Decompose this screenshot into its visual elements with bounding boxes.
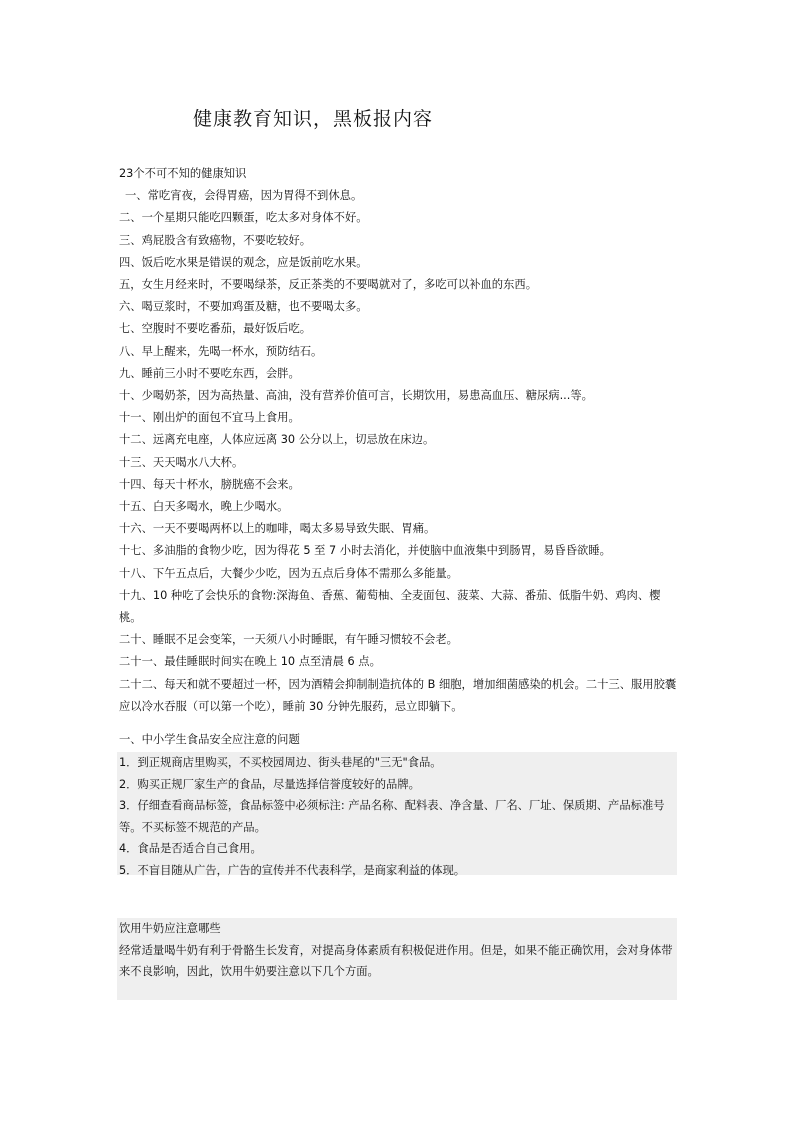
milk-heading: 饮用牛奶应注意哪些 xyxy=(119,922,221,935)
list-item: 十八、下午五点后，大餐少少吃，因为五点后身体不需那么多能量。 xyxy=(119,566,458,580)
list-item: 七、空腹时不要吃番茄，最好饭后吃。 xyxy=(119,322,312,336)
list-item: 十五、白天多喝水，晚上少喝水。 xyxy=(119,500,289,514)
list-item: 十二、远离充电座，人体应远离 30 公分以上，切忌放在床边。 xyxy=(119,433,435,447)
list-item: 四、饭后吃水果是错误的观念，应是饭前吃水果。 xyxy=(119,255,368,269)
list-item: 三、鸡屁股含有致癌物，不要吃较好。 xyxy=(119,233,312,247)
page-title: 健康教育知识，黑板报内容 xyxy=(193,108,434,130)
list-item: 2．购买正规厂家生产的食品，尽量选择信誉度较好的品牌。 xyxy=(119,777,420,791)
health-tips-section xyxy=(119,163,679,718)
list-item: 5．不盲目随从广告，广告的宣传并不代表科学，是商家利益的体现。 xyxy=(119,863,466,877)
milk-paragraph: 经常适量喝牛奶有利于骨骼生长发育，对提高身体素质有积极促进作用。但是，如果不能正确饮用，会对身体带来不良影响，因此，饮用牛奶要注意以下几个方面。 xyxy=(119,943,673,978)
list-item: 十三、天天喝水八大杯。 xyxy=(119,455,244,469)
list-item: 十、少喝奶茶，因为高热量、高油，没有营养价值可言，长期饮用，易患高血压、糖尿病...等。 xyxy=(119,389,593,403)
food-safety-heading: 一、中小学生食品安全应注意的问题 xyxy=(119,733,300,746)
list-item: 八、早上醒来，先喝一杯水，预防结石。 xyxy=(119,344,323,358)
list-item: 六、喝豆浆时，不要加鸡蛋及糖，也不要喝太多。 xyxy=(119,300,368,314)
list-item: 二十一、最佳睡眠时间实在晚上 10 点至清晨 6 点。 xyxy=(119,655,381,669)
list-item: 二十、睡眠不足会变笨，一天须八小时睡眠，有午睡习惯较不会老。 xyxy=(119,633,458,647)
list-item: 1．到正规商店里购买，不买校园周边、街头巷尾的"三无"食品。 xyxy=(119,756,442,769)
food-safety-box xyxy=(117,752,677,875)
list-item: 二十二、每天和就不要超过一杯，因为酒精会抑制制造抗体的 B 细胞，增加细菌感染的机会。二十三、服用胶囊应以冷水吞服（可以第一个吃），睡前 30 分钟先服药，忌立即躺下。 xyxy=(119,677,677,713)
list-item: 五，女生月经来时，不要喝绿茶，反正茶类的不要喝就对了，多吃可以补血的东西。 xyxy=(119,278,537,292)
list-item: 一、常吃宵夜，会得胃癌，因为胃得不到休息。 xyxy=(125,189,363,203)
list-item: 十六、一天不要喝两杯以上的咖啡，喝太多易导致失眠、胃痛。 xyxy=(119,522,436,536)
list-item: 十七、多油脂的食物少吃，因为得花 5 至 7 小时去消化，并使脑中血液集中到肠胃，易昏昏欲睡。 xyxy=(119,544,611,558)
list-item: 九、睡前三小时不要吃东西，会胖。 xyxy=(119,366,300,380)
list-item: 十九、10 种吃了会快乐的食物:深海鱼、香蕉、葡萄柚、全麦面包、菠菜、大蒜、番茄、低脂牛奶、鸡肉、樱桃。 xyxy=(119,588,661,625)
list-item: 十四、每天十杯水，膀胱癌不会来。 xyxy=(119,477,300,491)
list-item: 十一、刚出炉的面包不宜马上食用。 xyxy=(119,411,300,425)
list-item: 4．食品是否适合自己食用。 xyxy=(119,842,262,855)
section-heading: 23个不可不知的健康知识 xyxy=(119,167,247,180)
list-item: 3．仔细查看商品标签，食品标签中必须标注: 产品名称、配料表、净含量、厂名、厂址、保质期、产品标准号等。不买标签不规范的产品。 xyxy=(119,799,665,834)
list-item: 二、一个星期只能吃四颗蛋，吃太多对身体不好。 xyxy=(119,211,368,225)
milk-box xyxy=(117,918,677,1000)
